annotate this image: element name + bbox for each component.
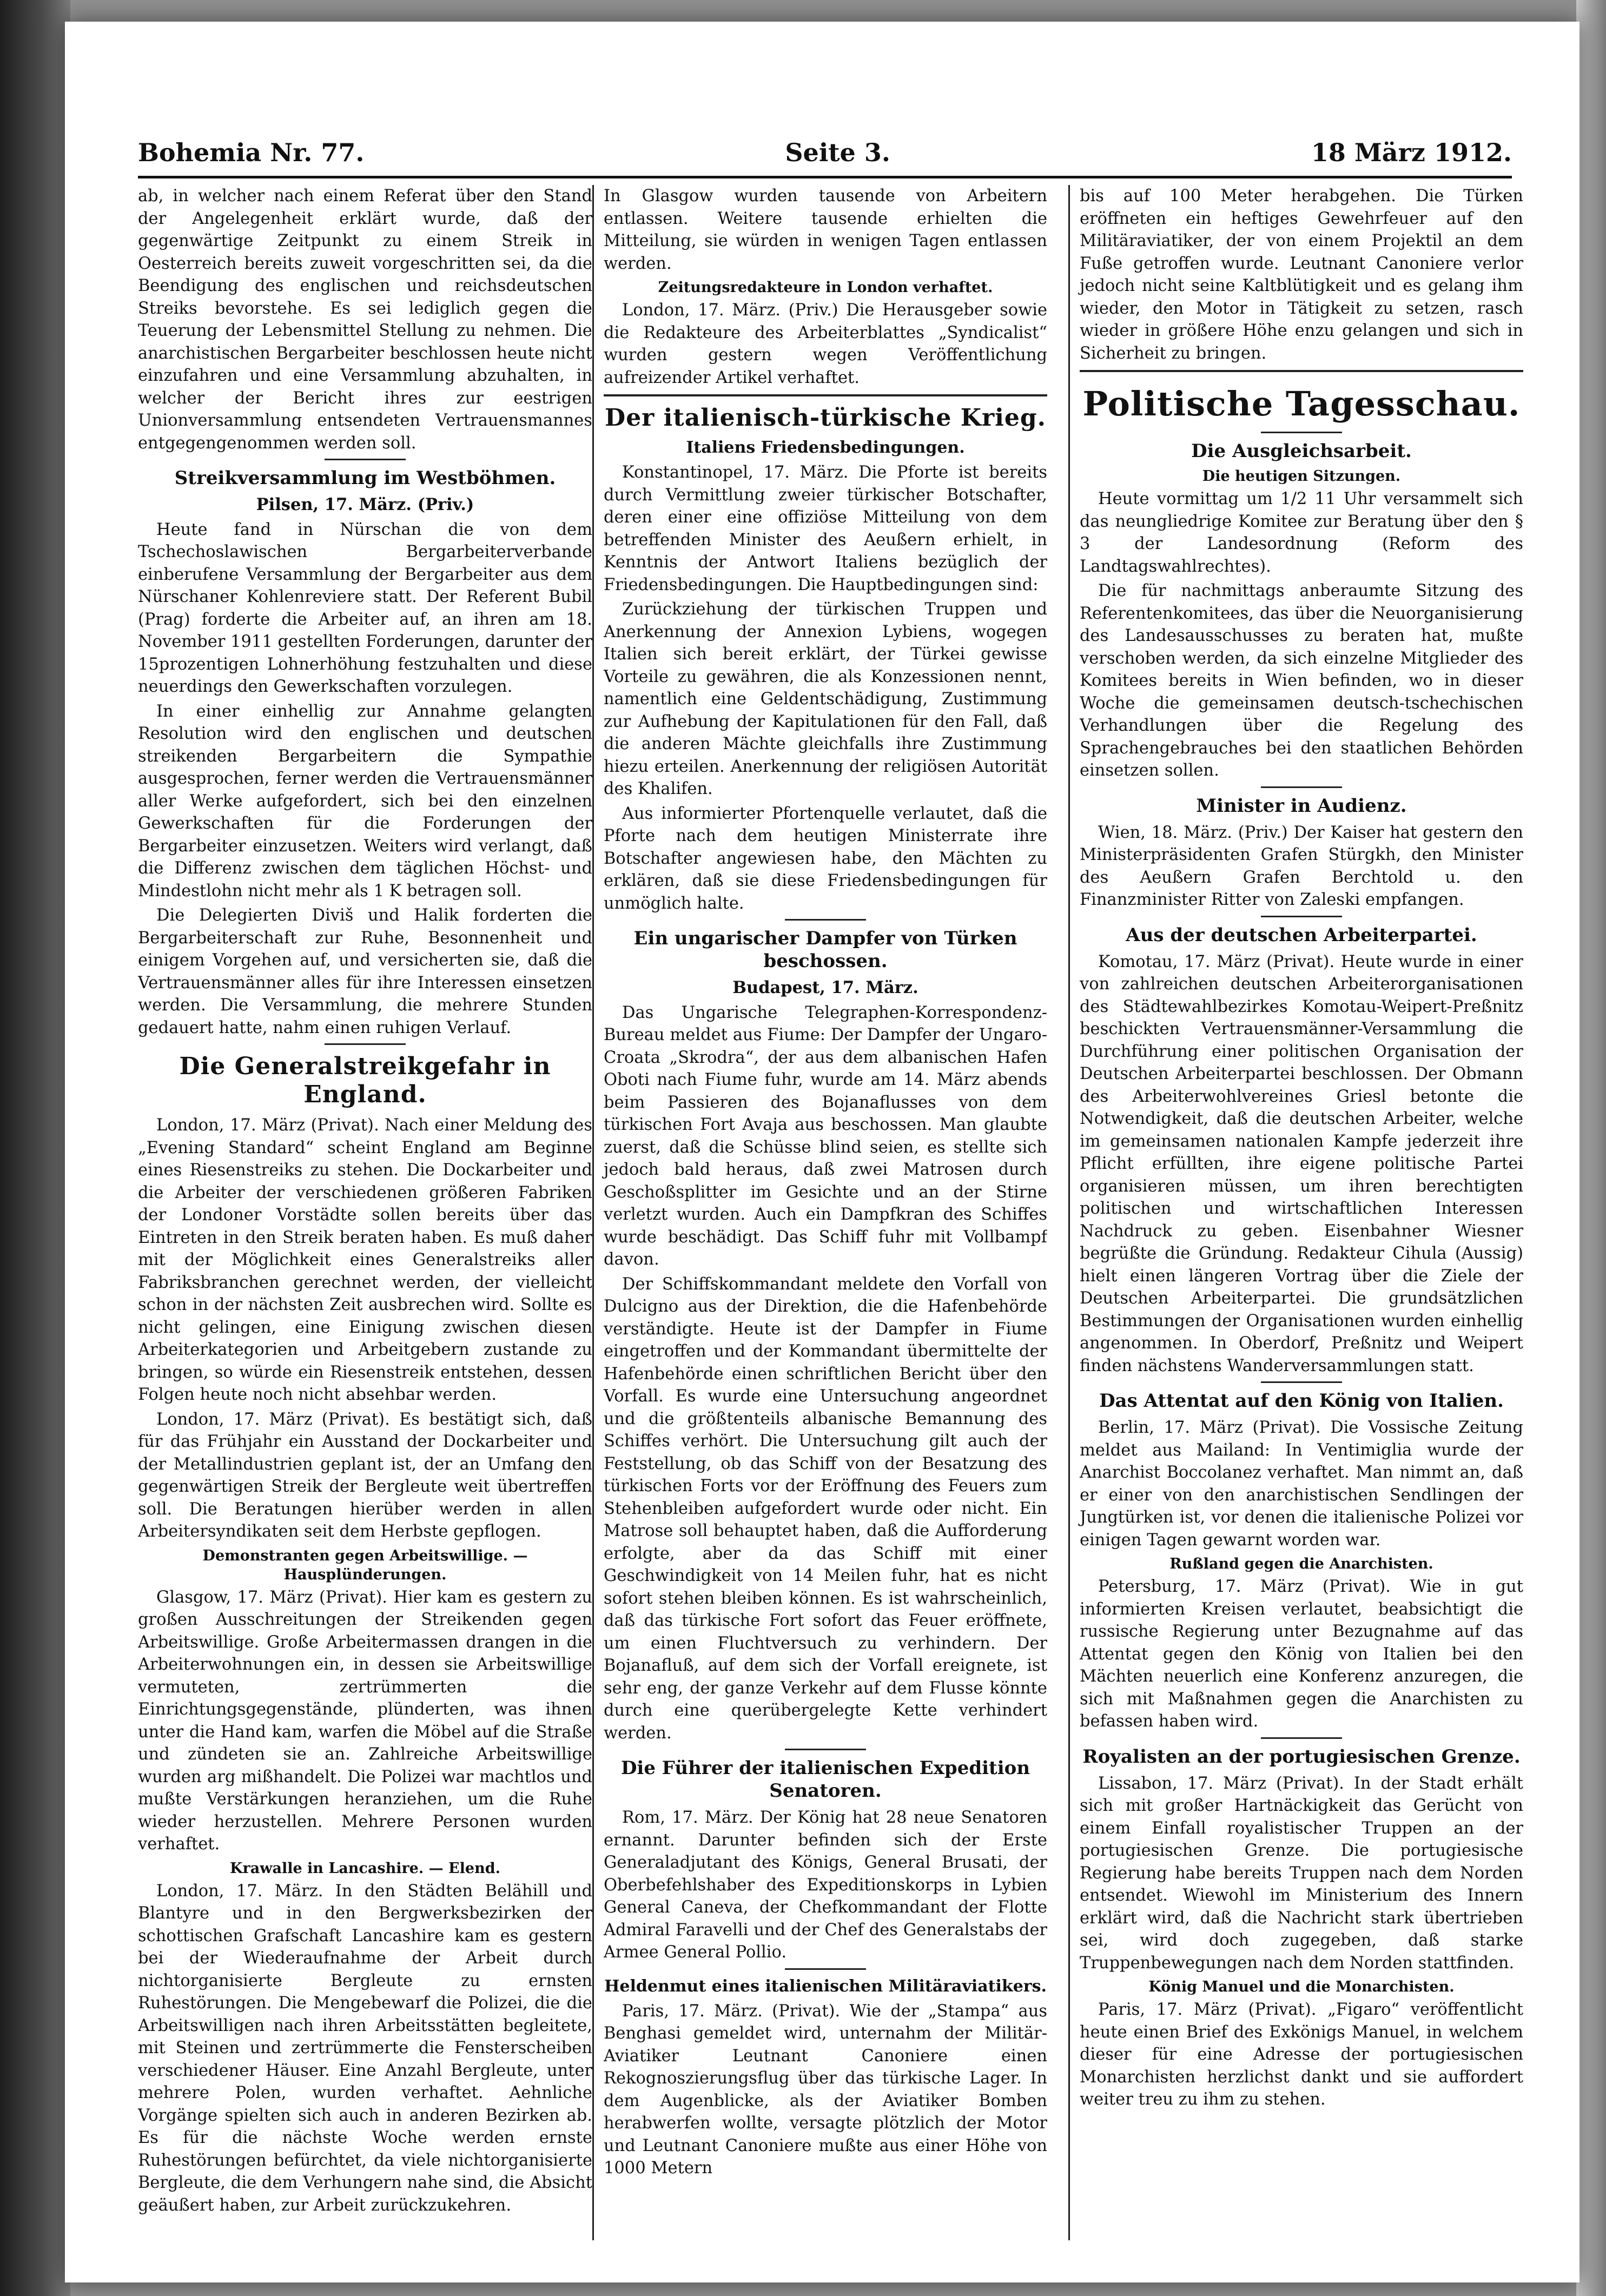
header-rule bbox=[138, 176, 1512, 178]
headline-arbeiterpartei: Aus der deutschen Arbeiterpartei. bbox=[1126, 924, 1477, 946]
headline-generalstreik: Die Generalstreikgefahr in England. bbox=[179, 1053, 551, 1108]
book-binding bbox=[0, 0, 70, 2296]
headline-royalisten: Royalisten an der portugiesischen Grenze. bbox=[1082, 1745, 1521, 1768]
article-text: Zurückziehung der türkischen Truppen und Anerkennung der Annexion Lybiens, wogegen Italien sich bereit erklärt, der Türkei gewisse Vorteile zu gewähren, die als Konzessionen nennt, namentlich eine Geldentschädigung, Zustimmung zur Aufhebung der Kapitulationen für den Fall, daß die anderen Mächte gleichfalls ihre Zustimmung hiezu erteilen. Anerkennung der religiösen Autorität des Khalifen. bbox=[604, 600, 1047, 798]
column-2 bbox=[592, 185, 1047, 2240]
page-header bbox=[138, 138, 1512, 170]
headline-krieg: Der italienisch-türkische Krieg. bbox=[605, 404, 1046, 432]
article-text: Die für nachmittags anberaumte Sitzung des Referentenkomitees, das über die Neuorganisierung des Landesausschusses zu beraten hat, mußte verschoben werden, da sich einzelne Mitglieder des Komitees bereits in Wien befinden, wo in dieser Woche die gemeinsamen deutsch-tschechischen Verhandlungen über die Regelung des Sprachengebrauches bei den staatlichen Behörden einsetzen sollen. bbox=[1080, 581, 1523, 780]
headline-streikversammlung: Streikversammlung im Westböhmen. bbox=[174, 467, 556, 489]
header-page-number: Seite 3. bbox=[785, 138, 890, 167]
subheadline-redakteure: Zeitungsredakteure in London verhaftet. bbox=[658, 279, 993, 296]
article-text: ab, in welcher nach einem Referat über den Stand der Angelegenheit erklärt wurde, daß der gegenwärtige Zeitpunkt zu einem Streik in Oesterreich bereits zuweit vorgeschritten sei, da die Beendigung des englischen und reichsdeutschen Streiks bevorstehe. Es sei lediglich gegen die Teuerung der Lebensmittel Stellung zu nehmen. Die anarchistischen Bergarbeiter beschlossen heute nicht einzufahren und eine Versammlung abzuhalten, in welcher der Bericht ihres zur eestrigen Unionversammlung entsendeten Vertrauensmannes entgegengenommen werden soll. bbox=[138, 187, 592, 453]
article-text: Das Ungarische Telegraphen-Korrespondenz-Bureau meldet aus Fiume: Der Dampfer der Ungaro-Croata „Skrodra“, der aus dem albanischen Hafen Oboti nach Fiume fuhr, wurde am 14. März abends beim Passieren des Bojanaflusses von dem türkischen Fort Avaja aus beschossen. Man glaubte zuerst, daß die Schüsse blind seien, es stellte sich jedoch bald heraus, daß zwei Matrosen durch Geschoßsplitter im Gesichte und an der Stirne verletzt wurden. Auch ein Dampfkran des Schiffes wurde beschädigt. Das Schiff fuhr mit Vollbampf davon. bbox=[604, 1003, 1047, 1269]
article-text: Wien, 18. März. (Priv.) Der Kaiser hat gestern den Ministerpräsidenten Grafen Stürgkh, den Minister des Aeußern Grafen Berchtold u. den Finanzminister Ritter von Zaleski empfangen. bbox=[1080, 823, 1523, 909]
article-text: In einer einhellig zur Annahme gelangten Resolution wird den englischen und deutschen streikenden Bergarbeitern die Sympathie ausgesprochen, ferner werden die Vertrauensmänner aller Werke aufgefordert, sich bei den einzelnen Gewerkschaften für die Forderungen der Bergarbeiter einzusetzen. Weiters wird verlangt, daß die Differenz zwischen dem täglichen Höchst- und Mindestlohn nicht mehr als 1 K betragen soll. bbox=[138, 702, 592, 901]
article-text: Petersburg, 17. März (Privat). Wie in gut informierten Kreisen verlautet, beabsichtigt die russische Regierung unter Bezugnahme auf das Attentat gegen den König von Italien bei den Mächten neuerlich eine Konferenz anzuregen, die sich mit Maßnahmen gegen die Anarchisten zu befassen haben wird. bbox=[1080, 1577, 1523, 1731]
divider bbox=[1261, 786, 1342, 788]
divider bbox=[785, 919, 866, 921]
article-text: Die Delegierten Diviš und Halik forderten die Bergarbeiterschaft zur Ruhe, Besonnenheit und einigem Vorgehen auf, und versicherten sie, daß die Vertrauensmänner alles für ihre Interessen einsetzen werden. Die Versammlung, die mehrere Stunden gedauert hatte, nahm einen ruhigen Verlauf. bbox=[138, 906, 592, 1037]
article-text: Konstantinopel, 17. März. Die Pforte ist bereits durch Vermittlung zweier türkischer Botschafter, deren einer eine offiziöse Mitteilung von dem betreffenden Minister des Aeußern erhielt, in Kenntnis der Antwort Italiens bezüglich der Friedensbedingungen. Die Hauptbedingungen sind: bbox=[604, 463, 1047, 594]
divider bbox=[1261, 1737, 1342, 1739]
article-text: In Glasgow wurden tausende von Arbeitern entlassen. Weitere tausende erhielten die Mitteilung, sie würden in wenigen Tagen entlassen werden. bbox=[604, 187, 1047, 273]
article-text: London, 17. März (Privat). Nach einer Meldung des „Evening Standard“ scheint England am Beginne eines Riesenstreiks zu stehen. Die Dockarbeiter und die Arbeiter der verschiedenen größeren Fabriken der Londoner Vorstädte sollen bereits über das Eintreten in den Streik beraten haben. Es muß daher mit der Möglichkeit eines Generalstreiks aller Fabriksbranchen gerechnet werden, der vielleicht schon in der nächsten Zeit ausbrechen wird. Sollte es nicht gelingen, eine Einigung zwischen diesen Arbeiterkategorien und Arbeitgebern zustande zu bringen, so würde ein Riesenstreik entstehen, dessen Folgen heute noch nicht absehbar werden. bbox=[138, 1116, 592, 1404]
divider bbox=[325, 1043, 406, 1045]
article-text: Paris, 17. März. (Privat). Wie der „Stampa“ aus Benghasi gemeldet wird, unternahm der Militär-Aviatiker Leutnant Canoniere einen Rekognoszierungsflug über das türkische Lager. In dem Augenblicke, als der Aviatiker Bomben herabwerfen wollte, versagte plötzlich der Motor und Leutnant Canoniere mußte aus einer Höhe von 1000 Metern bbox=[604, 2001, 1047, 2178]
headline-attentat: Das Attentat auf den König von Italien. bbox=[1099, 1390, 1504, 1412]
subheadline-demonstranten: Demonstranten gegen Arbeitswillige. — Hausplünderungen. bbox=[202, 1547, 528, 1583]
subheadline-manuel: König Manuel und die Monarchisten. bbox=[1148, 1979, 1455, 1995]
divider bbox=[785, 1968, 866, 1970]
divider bbox=[1261, 1381, 1342, 1383]
article-text: London, 17. März. (Priv.) Die Herausgeber sowie die Redakteure des Arbeiterblattes „Syndicalist“ wurden gestern wegen Veröffentlichung aufreizender Artikel verhaftet. bbox=[604, 301, 1047, 387]
divider bbox=[1261, 916, 1342, 917]
headline-fuehrer: Die Führer der italienischen Expedition Senatoren. bbox=[620, 1757, 1030, 1802]
divider bbox=[604, 394, 1047, 396]
dateline: Budapest, 17. März. bbox=[732, 978, 918, 997]
page-edge bbox=[1576, 0, 1606, 2296]
article-text: Aus informierter Pfortenquelle verlautet, daß die Pforte nach dem heutigen Ministerrate ihre Botschafter angewiesen habe, den Mächten zu erklären, daß sie diese Friedensbedingungen für unmöglich halte. bbox=[604, 804, 1047, 913]
header-publication: Bohemia Nr. 77. bbox=[138, 138, 365, 167]
article-text: Komotau, 17. März (Privat). Heute wurde in einer von zahlreichen deutschen Arbeiterorganisationen des Städtewahlbezirkes Komotau-Weipert-Preßnitz beschickten Vertrauensmänner-Versammlung die Durchführung einer politischen Organisation der Deutschen Arbeiterpartei beschlossen. Der Obmann des Arbeiterwohlvereines Griesl betonte die Notwendigkeit, daß die deutschen Arbeiter, welche im gemeinsamen nationalen Kampfe jederzeit ihre Pflicht erfüllten, ihre eigene politische Partei organisieren müssen, um ihren berechtigten politischen und wirtschaftlichen Interessen Nachdruck zu geben. Eisenbahner Wiesner begrüßte die Gründung. Redakteur Cihula (Aussig) hielt einen längeren Vortrag über die Ziele der Deutschen Arbeiterpartei. Die grundsätzlichen Bestimmungen der Organisationen wurden einhellig angenommen. In Oberdorf, Preßnitz und Weipert finden nächstens Wanderversammlungen statt. bbox=[1080, 952, 1523, 1375]
divider bbox=[325, 459, 406, 460]
article-text: London, 17. März. In den Städten Belähill und Blantyre und in den Bergwerksbezirken der schottischen Grafschaft Lancashire kam es gestern bei der Wiederaufnahme der Arbeit durch nichtorganisierte Bergleute zu ernsten Ruhestörungen. Die Mengebewarf die Polizei, die die Arbeitswilligen nach ihren Arbeitsstätten begleitete, mit Steinen und zertrümmerte die Fensterscheiben verschiedener Häuser. Eine Anzahl Bergleute, unter mehrere Polen, wurden verhaftet. Aehnliche Vorgänge spielten sich auch in anderen Bezirken ab. Es für die nächste Woche werden ernste Ruhestörungen befürchtet, da viele nichtorganisierte Bergleute, die dem Verhungern nahe sind, die Absicht geäußert haben, zur Arbeit zurückzukehren. bbox=[138, 1881, 592, 2215]
column-1 bbox=[138, 185, 592, 2240]
header-date: 18 März 1912. bbox=[1311, 138, 1512, 167]
article-text: Glasgow, 17. März (Privat). Hier kam es gestern zu großen Ausschreitungen der Streikenden gegen Arbeitswillige. Große Arbeitermassen drangen in die Arbeiterwohnungen ein, in dessen sie Arbeitswillige vermuteten, zertrümmerten die Einrichtungsgegenstände, plünderten, was ihnen unter die Hand kam, warfen die Möbel auf die Straße und zündeten sie an. Zahlreiche Arbeitswillige wurden arg mißhandelt. Die Polizei war machtlos und mußte Verstärkungen heranziehen, um die Ruhe wieder herzustellen. Mehrere Personen wurden verhaftet. bbox=[138, 1587, 592, 1854]
headline-minister: Minister in Audienz. bbox=[1196, 795, 1407, 817]
divider bbox=[1080, 370, 1523, 372]
subheadline-krawalle: Krawalle in Lancashire. — Elend. bbox=[230, 1860, 500, 1877]
headline-ausgleich: Die Ausgleichsarbeit. bbox=[1191, 440, 1412, 462]
article-text: Der Schiffskommandant meldete den Vorfall von Dulcigno aus der Direktion, die die Hafenbehörde verständigte. Heute ist der Dampfer in Fiume eingetroffen und der Kommandant übermittelte der Hafenbehörde einen schriftlichen Bericht über den Vorfall. Es wurde eine Untersuchung angeordnet und die größtenteils albanische Bemannung des Schiffes verhört. Die Untersuchung gilt auch der Feststellung, ob das Schiff von der Besatzung des türkischen Forts vor der Eröffnung des Feuers zum Stehenbleiben aufgefordert wurde oder nicht. Ein Matrose soll behauptet haben, daß die Aufforderung erfolgte, aber da das Schiff mit einer Geschwindigkeit von 14 Meilen fuhr, hat es nicht sofort stehen bleiben können. Es ist wahrscheinlich, daß das türkische Fort sofort das Feuer eröffnete, um einen Fluchtversuch zu verhindern. Der Bojanafluß, auf dem sich der Vorfall ereignete, ist sehr eng, der ganze Verkehr auf dem Flusse könnte durch eine querübergelegte Kette verhindert werden. bbox=[604, 1274, 1047, 1743]
article-text: Heute vormittag um 1/2 11 Uhr versammelt sich das neungliedrige Komitee zur Beratung über den § 3 der Landesordnung (Reform des Landtagswahlrechtes). bbox=[1080, 489, 1523, 576]
subheadline-russland: Rußland gegen die Anarchisten. bbox=[1169, 1556, 1433, 1572]
column-3 bbox=[1068, 185, 1523, 2240]
article-text: Rom, 17. März. Der König hat 28 neue Senatoren ernannt. Darunter befinden sich der Erste Generaladjutant des Königs, General Brusati, der Oberbefehlshaber des Expeditionskorps in Lybien General Caneva, der Chefkommandant der Flotte Admiral Faravelli und der Chef des Generalstabs der Armee General Pollio. bbox=[604, 1808, 1047, 1962]
article-text: Paris, 17. März (Privat). „Figaro“ veröffentlicht heute einen Brief des Exkönigs Manuel, in welchem dieser für eine Adresse der portugiesischen Monarchisten herzlichst dankt und sie auffordert weiter treu zu ihm zu stehen. bbox=[1080, 2000, 1523, 2109]
article-text: London, 17. März (Privat). Es bestätigt sich, daß für das Frühjahr ein Ausstand der Dockarbeiter und der Metallindustrien geplant ist, der an Umfang den gegenwärtigen Streik der Bergleute weit übertreffen soll. Die Beratungen hierüber werden in allen Arbeitersyndikaten seit dem Herbste gepflogen. bbox=[138, 1410, 592, 1541]
article-text: bis auf 100 Meter herabgehen. Die Türken eröffneten ein heftiges Gewehrfeuer auf den Militäraviatiker, der von einem Projektil an dem Fuße getroffen wurde. Leutnant Canoniere verlor jedoch nicht seine Kaltblütigkeit und es gelang ihm wieder, den Motor in Tätigkeit zu setzen, rasch wieder in größere Höhe enzu gelangen und sich in Sicherheit zu bringen. bbox=[1080, 187, 1523, 363]
article-text: Lissabon, 17. März (Privat). In der Stadt erhält sich mit großer Hartnäckigkeit das Gerücht von einem Einfall royalistischer Truppen an der portugiesischen Grenze. Die portugiesische Regierung habe bereits Truppen nach dem Norden entsendet. Wiewohl im Ministerium des Innern erklärt wird, daß die Nachricht stark übertrieben sei, wird doch zugegeben, daß starke Truppenbewegungen nach dem Norden stattfinden. bbox=[1080, 1774, 1523, 1973]
dateline: Pilsen, 17. März. (Priv.) bbox=[256, 495, 474, 514]
subheadline-friedensbedingungen: Italiens Friedensbedingungen. bbox=[686, 438, 965, 457]
divider bbox=[1261, 432, 1342, 433]
subheadline-sitzungen: Die heutigen Sitzungen. bbox=[1202, 468, 1401, 485]
article-text: Berlin, 17. März (Privat). Die Vossische Zeitung meldet aus Mailand: In Ventimiglia wurde der Anarchist Boccolanez verhaftet. Man nimmt an, daß er einer von den anarchistischen Sendlingen der Jungtürken ist, vor denen die italienische Polizei vor einigen Tagen gewarnt worden war. bbox=[1080, 1418, 1523, 1550]
headline-dampfer: Ein ungarischer Dampfer von Türken beschossen. bbox=[633, 928, 1017, 972]
article-text: Heute fand in Nürschan die von dem Tschechoslawischen Bergarbeiterverbande einberufene Versammlung der Bergarbeiter aus dem Nürschaner Kohlenreviere statt. Der Referent Bubil (Prag) forderte die Arbeiter auf, an ihren am 18. November 1911 gestellten Forderungen, darunter der 15prozentigen Lohnerhöhung festzuhalten und diese neuerdings den Gewerkschaften vorzulegen. bbox=[138, 520, 592, 696]
section-title: Politische Tagesschau. bbox=[1082, 384, 1521, 424]
headline-heldenmut: Heldenmut eines italienischen Militäraviatikers. bbox=[604, 1976, 1047, 1996]
divider bbox=[785, 1749, 866, 1750]
